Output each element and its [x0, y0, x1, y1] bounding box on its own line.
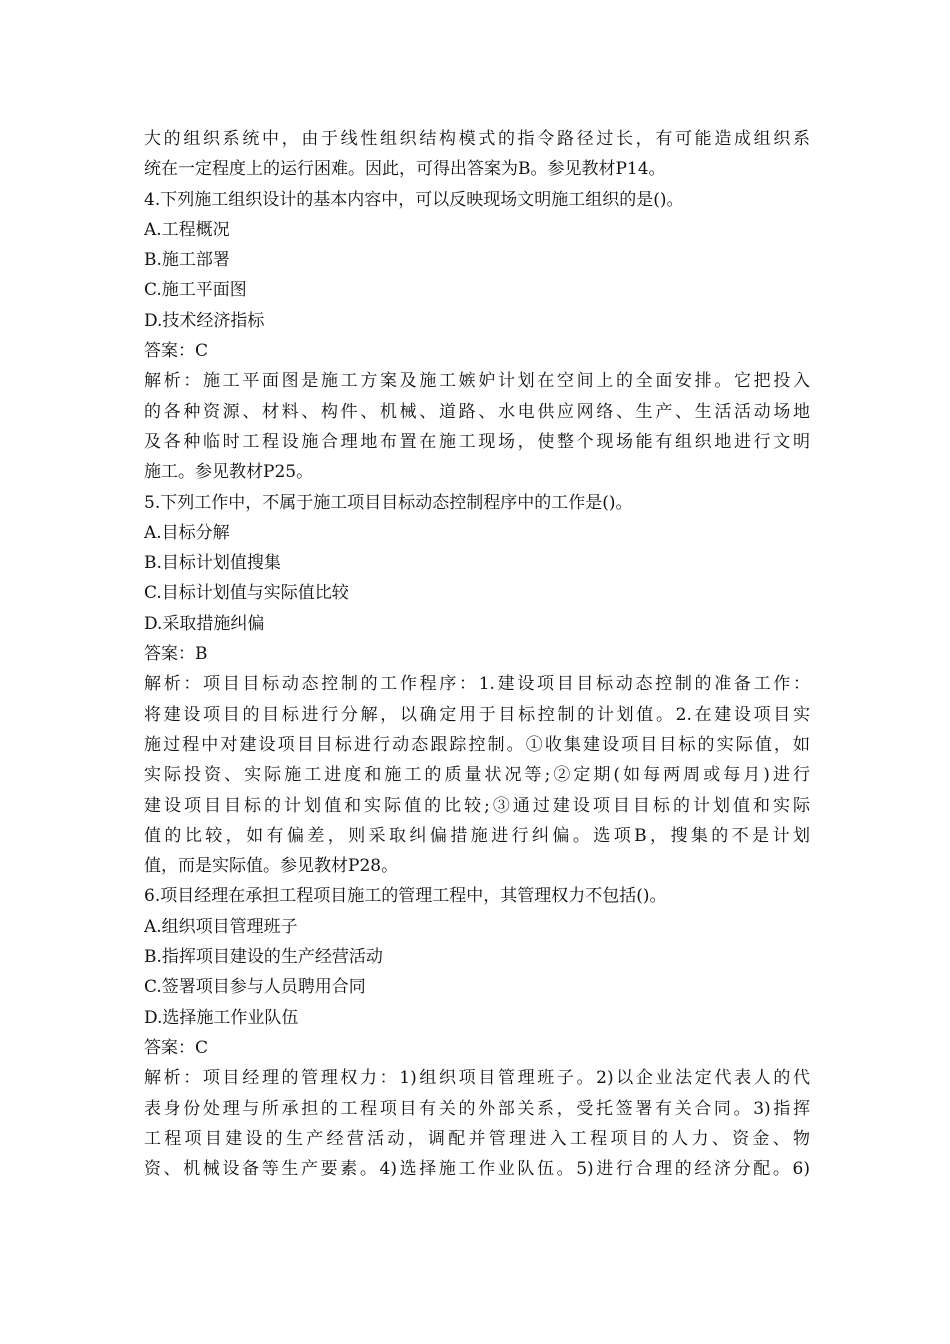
text-line: D.采取措施纠偏: [144, 613, 265, 634]
text-line: 工程项目建设的生产经营活动，调配并管理进入工程项目的人力、资金、物: [144, 1128, 810, 1149]
text-line: C.施工平面图: [144, 280, 247, 301]
text-line: 值，而是实际值。参见教材P28。: [144, 856, 399, 877]
text-line: 施工。参见教材P25。: [144, 462, 314, 483]
text-line: 解析：施工平面图是施工方案及施工嫉妒计划在空间上的全面安排。它把投入: [144, 371, 810, 392]
text-line: C.签署项目参与人员聘用合同: [144, 977, 366, 998]
text-line: 建设项目目标的计划值和实际值的比较;③通过建设项目目标的计划值和实际: [144, 795, 810, 816]
text-line: 答案：C: [144, 1037, 209, 1058]
text-line: 大的组织系统中，由于线性组织结构模式的指令路径过长，有可能造成组织系: [144, 129, 810, 149]
text-line: B.施工部署: [144, 250, 230, 271]
text-line: B.目标计划值搜集: [144, 553, 281, 574]
text-line: 实际投资、实际施工进度和施工的质量状况等;②定期(如每两周或每月)进行: [144, 765, 810, 786]
text-line: 解析：项目目标动态控制的工作程序：1.建设项目目标动态控制的准备工作：: [144, 674, 810, 695]
document-page: [144, 124, 810, 1184]
text-line: A.工程概况: [144, 219, 230, 240]
text-line: A.目标分解: [144, 522, 230, 543]
text-line: 答案：B: [144, 644, 208, 665]
text-line: 及各种临时工程设施合理地布置在施工现场，使整个现场能有组织地进行文明: [144, 431, 810, 452]
text-line: 统在一定程度上的运行困难。因此，可得出答案为B。参见教材P14。: [144, 159, 666, 180]
text-line: 6.项目经理在承担工程项目施工的管理工程中，其管理权力不包括()。: [144, 886, 667, 907]
text-line: 的各种资源、材料、构件、机械、道路、水电供应网络、生产、生活活动场地: [144, 401, 810, 422]
text-line: D.选择施工作业队伍: [144, 1007, 299, 1028]
text-line: 5.下列工作中，不属于施工项目目标动态控制程序中的工作是()。: [144, 492, 633, 513]
text-line: D.技术经济指标: [144, 310, 265, 331]
text-line: 解析：项目经理的管理权力：1)组织项目管理班子。2)以企业法定代表人的代: [144, 1068, 810, 1089]
text-line: 值的比较，如有偏差，则采取纠偏措施进行纠偏。选项B，搜集的不是计划: [144, 825, 810, 846]
text-line: B.指挥项目建设的生产经营活动: [144, 947, 383, 968]
text-line: A.组织项目管理班子: [144, 916, 298, 937]
text-line: 资、机械设备等生产要素。4)选择施工作业队伍。5)进行合理的经济分配。6): [144, 1159, 810, 1180]
text-line: 表身份处理与所承担的工程项目有关的外部关系，受托签署有关合同。3)指挥: [144, 1098, 810, 1119]
text-line: 答案：C: [144, 341, 209, 362]
text-line: 将建设项目的目标进行分解，以确定用于目标控制的计划值。2.在建设项目实: [144, 704, 810, 725]
text-line: 4.下列施工组织设计的基本内容中，可以反映现场文明施工组织的是()。: [144, 189, 684, 210]
text-line: C.目标计划值与实际值比较: [144, 583, 349, 604]
text-line: 施过程中对建设项目目标进行动态跟踪控制。①收集建设项目目标的实际值，如: [144, 734, 810, 755]
